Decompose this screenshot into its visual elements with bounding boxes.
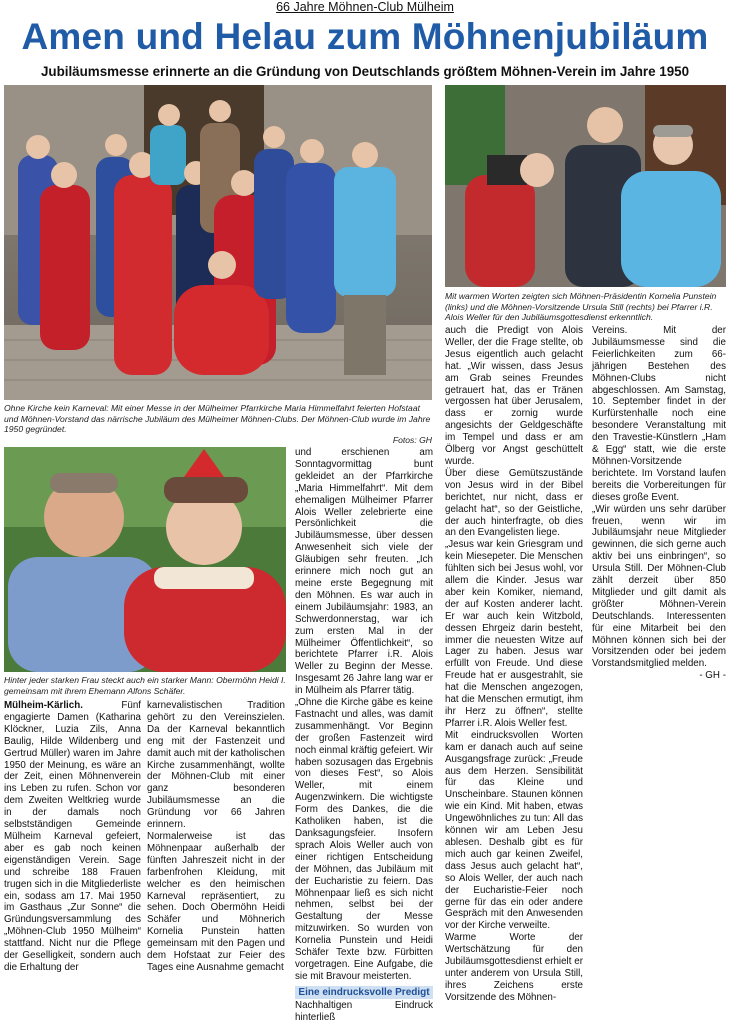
article-column-2	[147, 700, 285, 973]
priest-caption: Mit warmen Worten zeigten sich Möhnen-Präsidentin Kornelia Punstein (links) und die Möhnen-Vorsitzende Ursula Still (rechts) bei Pfarrer i.R. Alois Weller für den Jubiläumsgottesdienst erkenntlich.	[445, 291, 717, 323]
photo-credit: Fotos: GH	[392, 434, 432, 445]
col3-para-1: und erschienen am Sonntagvormittag bunt gekleidet an der Pfarrkirche „Maria Himmelfahrt“. Mit dem ehemaligen Mülheimer Pfarrer Alois Weller zelebrierte eine Persönlichkeit die Jubiläumsmesse, über dessen Anwesenheit sich viele der Gläubigen sehr freuten. „Ich erinnere mich noch gut an meine erste Begegnung mit den Möhnen. Es war auch in einem Jubiläumsjahr: 1983, an Schwerdonnerstag, war ich zum ersten Mal in der Mülheimer Öffentlichkeit“, so berichtete Pfarrer i.R. Alois Weller zu Beginn der Messe. Insgesamt 26 Jahre lang war er in Mülheim als Pfarrer tätig.	[295, 447, 433, 697]
kicker: 66 Jahre Möhnen-Club Mülheim	[276, 0, 454, 14]
couple-caption: Hinter jeder starken Frau steckt auch ein starker Mann: Obermöhn Heidi I. gemeinsam mit ihrem Ehemann Alfons Schäfer.	[4, 675, 286, 696]
col4-para-2: Über diese Gemütszustände von Jesus wird in der Bibel berichtet, nur nicht, dass er gelacht hat“, so der Geistliche, der auch hinterfragte, ob dies an den Evangelisten liege.	[445, 467, 583, 539]
subheadline: Jubiläumsmesse erinnerte an die Gründung von Deutschlands größtem Möhnen-Verein im Jahre 1950	[40, 64, 690, 79]
dateline: Mülheim-Kärlich.	[4, 700, 83, 711]
col4-para-3: „Jesus war kein Griesgram und kein Miesepeter. Die Menschen fühlten sich bei Jesus wohl, vor allem die Kinder. Jesus war aber kein Komiker, niemand, der auf Kosten anderer lacht. Er war auch kein Witzbold, dessen Ehrgeiz darin besteht, immer die neuesten Witze auf Lager zu haben. Jesus war erfüllt von Freude. Und diese Freude hat er ausgestrahlt, sie hat die Menschen angezogen, hat die Menschen ermutigt, ihm ihr Herz zu öffnen“, stellte Pfarrer i.R. Alois Weller fest.	[445, 539, 583, 729]
subheading: Eine eindrucksvolle Predigt	[295, 986, 433, 999]
col4-para-4: Mit eindrucksvollen Worten kam er danach auch auf seine Ausgangsfrage zurück: „Freude aus dem Herzen. Sensibilität für das Kleine und Unscheinbare. Staunen können wie ein Kind. Mit haben, etwas Ungewöhnliches zu tun: All das können wir am Leben Jesu ablesen. Deshalb gibt es für mich auch gar keinen Zweifel, dass Jesus auch gelacht hat“, so Alois Weller, der auch nach der Eucharistie-Feier noch gerne für das ein oder andere Gespräch mit den Anwesenden vor der Kirche verweilte.	[445, 729, 583, 932]
col3-para-2: „Ohne die Kirche gäbe es keine Fastnacht und alles, was damit zusammenhängt. Vor Beginn der großen Fastenzeit wird noch einmal kräftig gefeiert. Wir haben sozusagen das Ergebnis von dieses Fest“, so Alois Weller, mit einem Augenzwinkern. Die wichtigste Form des Dankes, die die Katholiken haben, ist die Danksagungsfeier. Insofern sprach Alois Weller auch von einer richtigen Entscheidung der Möhnen, das Jubiläum mit der Eucharistie zu feiern. Das Möhnenpaar ließ es sich nicht nehmen, selbst bei der Gestaltung der Messe mitzuwirken. So wurden von Kornelia Punstein und Heidi Schäfer Texte bzw. Fürbitten vorgetragen. Eine Aufgabe, die sie mit Bravour meisterten.	[295, 697, 433, 982]
couple-photo	[4, 447, 286, 672]
group-caption: Ohne Kirche kein Karneval: Mit einer Messe in der Mülheimer Pfarrkirche Maria Himmelfahrt feierten Hofstaat und Möhnen-Vorstand das närrische Jubiläum des Mülheimer Möhnen-Clubs. Der Möhnen-Club wurde im Jahre 1950 gegründet. Fotos: GH	[4, 403, 432, 445]
col1-text: Fünf engagierte Damen (Katharina Klöckner, Luzia Zils, Anna Baulig, Hilde Wildenberg und Gertrud Müller) waren im Jahre 1950 der Meinung, es wäre an der Zeit, einen Möhnenverein ins Leben zu rufen. Schon vor dem Zweiten Weltkrieg wurde in der damals noch selbstständigen Gemeinde Mülheim Karneval gefeiert, aber es gab noch keinen eigenständigen Verein. Sage und schreibe 188 Frauen trugen sich in die Mitgliederliste ein, sodass am 17. Mai 1950 im Gasthaus „Zur Sonne“ die Gründungsversammlung des „Möhnen-Club 1950 Mülheim“ stattfand. Nicht nur die Pflege der Geselligkeit, sondern auch die Erhaltung der	[4, 700, 141, 973]
col4-para-1: auch die Predigt von Alois Weller, der die Frage stellte, ob Jesus eigentlich auch gelacht hat. „Wir wissen, dass Jesus am Grab seines Freundes getrauert hat, das er Tränen vergossen hat über Jerusalem, dass er zornig wurde angesichts der Geldgeschäfte im Tempel und dass er am Ölberg vor Angst geschüttelt wurde.	[445, 325, 583, 467]
group-photo	[4, 85, 432, 400]
article-column-3	[295, 447, 433, 1023]
headline: Amen und Helau zum Möhnenjubiläum	[21, 16, 709, 57]
col2-para-2: Normalerweise ist das Möhnenpaar außerhalb der fünften Jahreszeit nicht in der farbenfrohen Kleidung, mit welcher es den heimischen Karneval repräsentiert, zu sehen. Doch Obermöhn Heidi Schäfer und Möhnerich Kornelia Punstein hatten gemeinsam mit den Pagen und dem Hofstaat zur Feier des Tages eine Ausnahme gemacht	[147, 830, 285, 973]
col5-para-1: Vereins. Mit der Jubiläumsmesse sind die Feierlichkeiten zum 66-jährigen Bestehen des Möhnen-Clubs nicht abgeschlossen. Am Samstag, 10. September findet in der Kurfürstenhalle noch eine besondere Veranstaltung mit den Travestie-Künstlern „Ham & Egg“ statt, wie die erste Möhnen-Vorsitzende berichtete. Im Vorstand laufen bereits die Vorbereitungen für dieses große Event.	[592, 325, 726, 503]
col2-para-1: karnevalistischen Tradition gehört zu den Vereinszielen. Da der Karneval bekanntlich eng mit der Fastenzeit und damit auch mit der katholischen Kirche zusammenhängt, wollte der Möhnen-Club mit einer ganz besonderen Jubiläumsmesse an die Gründung vor 66 Jahren erinnern.	[147, 700, 285, 831]
article-column-1	[4, 700, 141, 973]
col4-para-5: Warme Worte der Wertschätzung für den Jubiläumsgottesdienst erhielt er unter anderem von Ursula Still, ihres Zeichens erste Vorsitzende des Möhnen-	[445, 932, 583, 1003]
col5-para-2: „Wir würden uns sehr darüber freuen, wenn wir im Jubiläumsjahr neue Mitglieder gewinnen, die sich gerne auch aktiv bei uns einbringen“, so Ursula Still. Der Möhnen-Club zählt derzeit über 850 Mitglieder und gilt damit als größter Möhnen-Verein Deutschlands. Interessenten für eine Mitarbeit bei den Möhnen können sich bei der Vorsitzenden oder bei jedem Vorstandsmitglied melden.	[592, 503, 726, 670]
author-signature: - GH -	[699, 670, 726, 682]
col3-tail: Nachhaltigen Eindruck hinterließ	[295, 999, 433, 1023]
article-column-4	[445, 325, 583, 1003]
article-column-5	[592, 325, 726, 682]
priest-photo	[445, 85, 726, 287]
